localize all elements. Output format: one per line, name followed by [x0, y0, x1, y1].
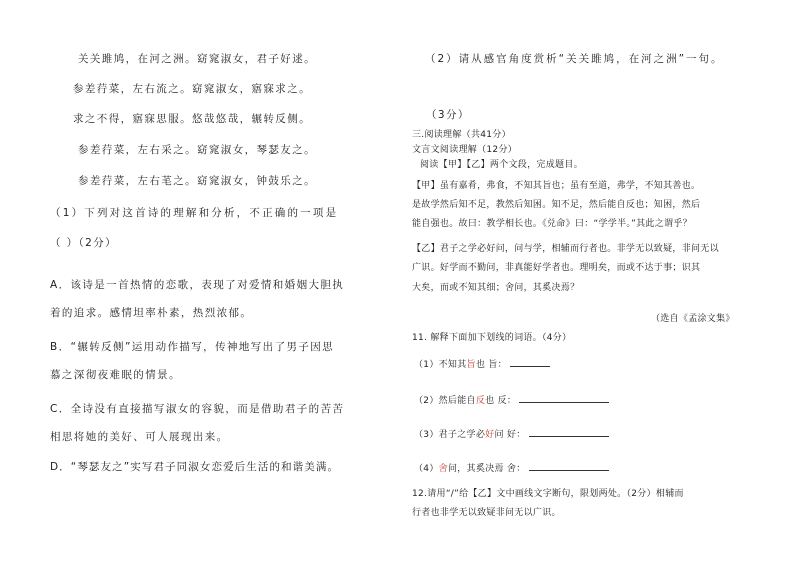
- option-a-line-2: 着的追求。感情坦率朴素，热烈浓郁。: [50, 307, 253, 319]
- option-a-line-1: A．该诗是一首热情的恋歌，表现了对爱情和婚姻大胆执: [50, 279, 345, 291]
- vocab-item-3: [414, 428, 609, 440]
- poem-line-4: 参差荇菜，左右采之。窈窕淑女，琴瑟友之。: [78, 144, 316, 156]
- passage-jia-line-3: 能自强也。故曰：教学相长也。《兑命》曰：“学学半。”其此之谓乎？: [412, 219, 692, 229]
- vocab-item-2-blank[interactable]: [519, 394, 609, 403]
- question-1-paren: （ ）（2分）: [50, 237, 118, 249]
- subsection-heading: 文言文阅读理解（12分）: [412, 145, 518, 155]
- reading-intro: 阅读【甲】【乙】两个文段，完成题目。: [420, 160, 583, 170]
- vocab-item-4-key: 舍: [438, 464, 448, 474]
- vocab-item-3-suffix: 问 好：: [494, 430, 526, 440]
- vocab-item-2-key: 反: [475, 396, 486, 406]
- poem-line-1: 关关雎鸠，在河之洲。窈窕淑女，君子好逑。: [78, 53, 316, 65]
- poem-line-3: 求之不得，寤寐思服。悠哉悠哉，辗转反侧。: [73, 113, 311, 125]
- question-12-line-1: 12.请用“/”给【乙】文中画线文字断句，限划两处。（2分）相辅而: [412, 489, 684, 499]
- passage-source: （选自《孟涂文集》: [651, 314, 735, 324]
- vocab-item-1-key: 旨: [466, 360, 476, 370]
- vocab-item-1-suffix: 也 旨：: [475, 360, 507, 370]
- poem-line-2: 参差荇菜，左右流之。窈窕淑女，寤寐求之。: [73, 83, 311, 95]
- vocab-item-1: [414, 358, 550, 370]
- option-c-line-1: C．全诗没有直接描写淑女的容貌，而是借助君子的苦苦: [50, 403, 345, 415]
- passage-yi-line-1: 【乙】君子之学必好问，问与学，相辅而行者也。非学无以致疑，非问无以: [412, 244, 719, 254]
- option-d-line-1: D．“琴瑟友之”实写君子同淑女恋爱后生活的和谐美满。: [50, 461, 340, 473]
- vocab-item-2-suffix: 也 反：: [485, 396, 517, 406]
- section-heading: 三.阅读理解（共41分）: [412, 130, 511, 140]
- passage-yi-line-3: 大矣，而或不知其细；舍问，其奚决焉？: [412, 283, 580, 293]
- question-12-line-2: 行者也非学无以致疑非问无以广识。: [412, 508, 561, 518]
- poem-line-5: 参差荇菜，左右芼之。窈窕淑女，钟鼓乐之。: [78, 175, 316, 187]
- question-2: （2）请从感官角度赏析“关关雎鸠，在河之洲”一句。: [425, 53, 724, 65]
- option-b-line-1: B．“辗转反侧”运用动作描写，传神地写出了男子因思: [50, 341, 335, 353]
- option-c-line-2: 相思将她的美好、可人展现出来。: [50, 431, 229, 443]
- passage-jia-line-1: 【甲】虽有嘉肴，弗食，不知其旨也；虽有至道，弗学，不知其善也。: [412, 181, 701, 191]
- vocab-item-2-prefix: （2）然后能自: [414, 396, 476, 406]
- question-1: （1）下列对这首诗的理解和分析，不正确的一项是: [50, 207, 339, 219]
- passage-jia-line-2: 是故学然后知不足，教然后知困。知不足，然后能自反也；知困，然后: [412, 200, 701, 210]
- vocab-item-3-blank[interactable]: [529, 428, 609, 437]
- question-2-score: （3分）: [426, 109, 470, 121]
- vocab-item-3-prefix: （3）君子之学必: [414, 430, 486, 440]
- passage-yi-line-2: 广识。好学而不勤问，非真能好学者也。理明矣，而或不达于事；识其: [412, 263, 701, 273]
- vocab-item-2: [414, 394, 609, 406]
- vocab-item-4-blank[interactable]: [529, 462, 609, 471]
- question-11: 11. 解释下面加下划线的词语。（4分）: [412, 333, 572, 343]
- vocab-item-4-suffix: 问，其奚决焉 舍：: [447, 464, 526, 474]
- option-b-line-2: 慕之深彻夜难眠的情景。: [50, 369, 181, 381]
- vocab-item-4: （4）舍问，其奚决焉 舍：: [414, 462, 609, 474]
- vocab-item-1-blank[interactable]: [510, 358, 550, 367]
- vocab-item-1-prefix: （1）不知其: [414, 360, 467, 370]
- vocab-item-3-key: 好: [485, 430, 495, 440]
